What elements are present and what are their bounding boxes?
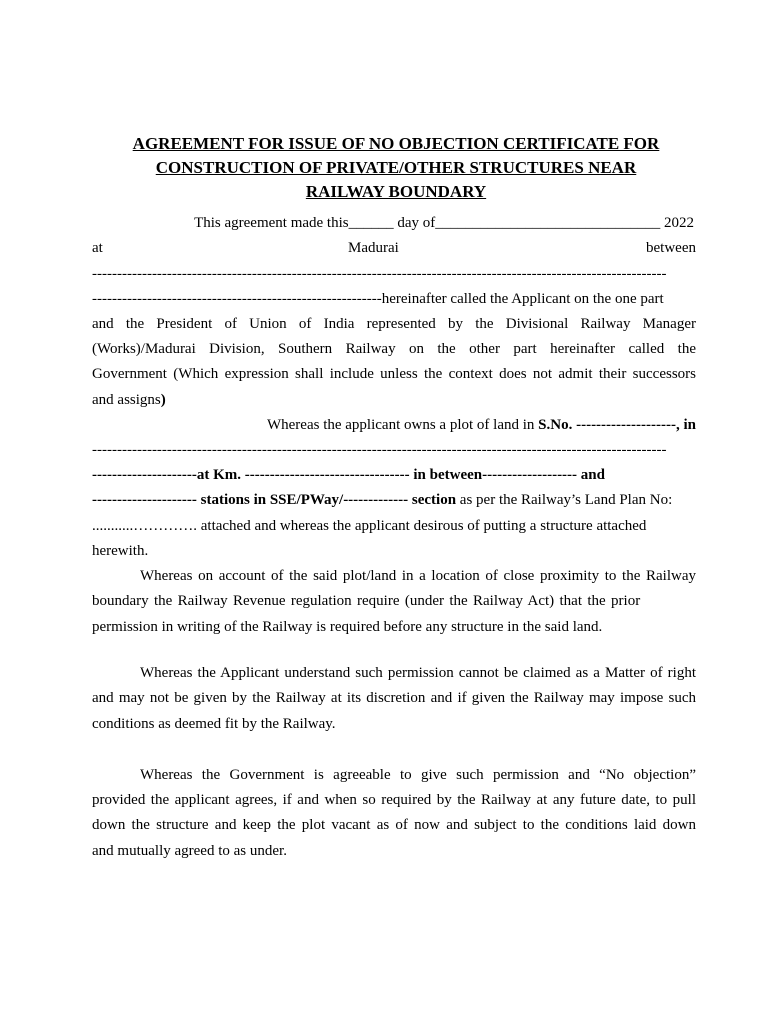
- applicant-line: ----------------------------------------------------------hereinafter called the Applicant on the one part: [92, 291, 664, 307]
- para1-line-3: Government (Which expression shall include unless the context does not admit their successors: [92, 366, 696, 382]
- para2-line-2: boundary the Railway Revenue regulation require (under the Railway Act) that the prior: [92, 593, 641, 609]
- place-between: between: [646, 240, 696, 256]
- plot-text: Whereas the applicant owns a plot of land in: [266, 417, 539, 433]
- plot-line: [92, 413, 696, 438]
- para3-line-1: Whereas the Applicant understand such permission cannot be claimed as a Matter of right: [140, 665, 696, 681]
- para4-line-1: Whereas the Government is agreeable to give such permission and “No objection”: [140, 767, 696, 783]
- land-plan-text: as per the Railway’s Land Plan No:: [456, 492, 673, 508]
- para2-line-1: Whereas on account of the said plot/land in a location of close proximity to the Railway: [140, 568, 696, 584]
- para1-line-4-paren: ): [160, 392, 166, 408]
- para1-line-4-text: and assigns: [92, 392, 161, 408]
- place-line: [92, 236, 696, 261]
- place-city: Madurai: [348, 240, 399, 256]
- para3-line-2: and may not be given by the Railway at its discretion and if given the Railway may impose such: [92, 690, 696, 706]
- attached-line: ...........…………. attached and whereas the applicant desirous of putting a structure attached: [92, 518, 647, 534]
- plot-sno: S.No. --------------------, in: [538, 417, 696, 433]
- place-at: at: [92, 240, 103, 256]
- para3-line-3: conditions as deemed fit by the Railway.: [92, 716, 336, 732]
- para4-line-3: down the structure and keep the plot vacant as of now and subject to the conditions laid down: [92, 817, 696, 833]
- herewith-line: herewith.: [92, 543, 149, 559]
- para4-line-2: provided the applicant agrees, if and when so required by the Railway at any future date, to pull: [92, 792, 696, 808]
- stations-section: --------------------- stations in SSE/PWay/------------- section: [92, 492, 457, 508]
- blank-line-2: -------------------------------------------------------------------------------------------------------------------: [92, 442, 667, 458]
- title-line-3: RAILWAY BOUNDARY: [305, 182, 487, 201]
- para1-line-2: (Works)/Madurai Division, Southern Railway on the other part hereinafter called the: [92, 341, 696, 357]
- stations-line: [92, 488, 696, 513]
- blank-line-1: -------------------------------------------------------------------------------------------------------------------: [92, 266, 667, 282]
- para1-line-1: and the President of Union of India represented by the Divisional Railway Manager: [92, 316, 696, 332]
- para2-line-3: permission in writing of the Railway is required before any structure in the said land.: [92, 619, 603, 635]
- title-line-2: CONSTRUCTION OF PRIVATE/OTHER STRUCTURES NEAR: [155, 158, 637, 177]
- document-title: [96, 132, 696, 204]
- para1-line-4: [92, 388, 696, 413]
- km-line: ---------------------at Km. --------------------------------- in between------------------- and: [92, 467, 605, 483]
- para4-line-4: and mutually agreed to as under.: [92, 843, 287, 859]
- title-line-1: AGREEMENT FOR ISSUE OF NO OBJECTION CERTIFICATE FOR: [132, 134, 660, 153]
- agreement-date-line: This agreement made this______ day of______________________________ 2022: [194, 215, 694, 231]
